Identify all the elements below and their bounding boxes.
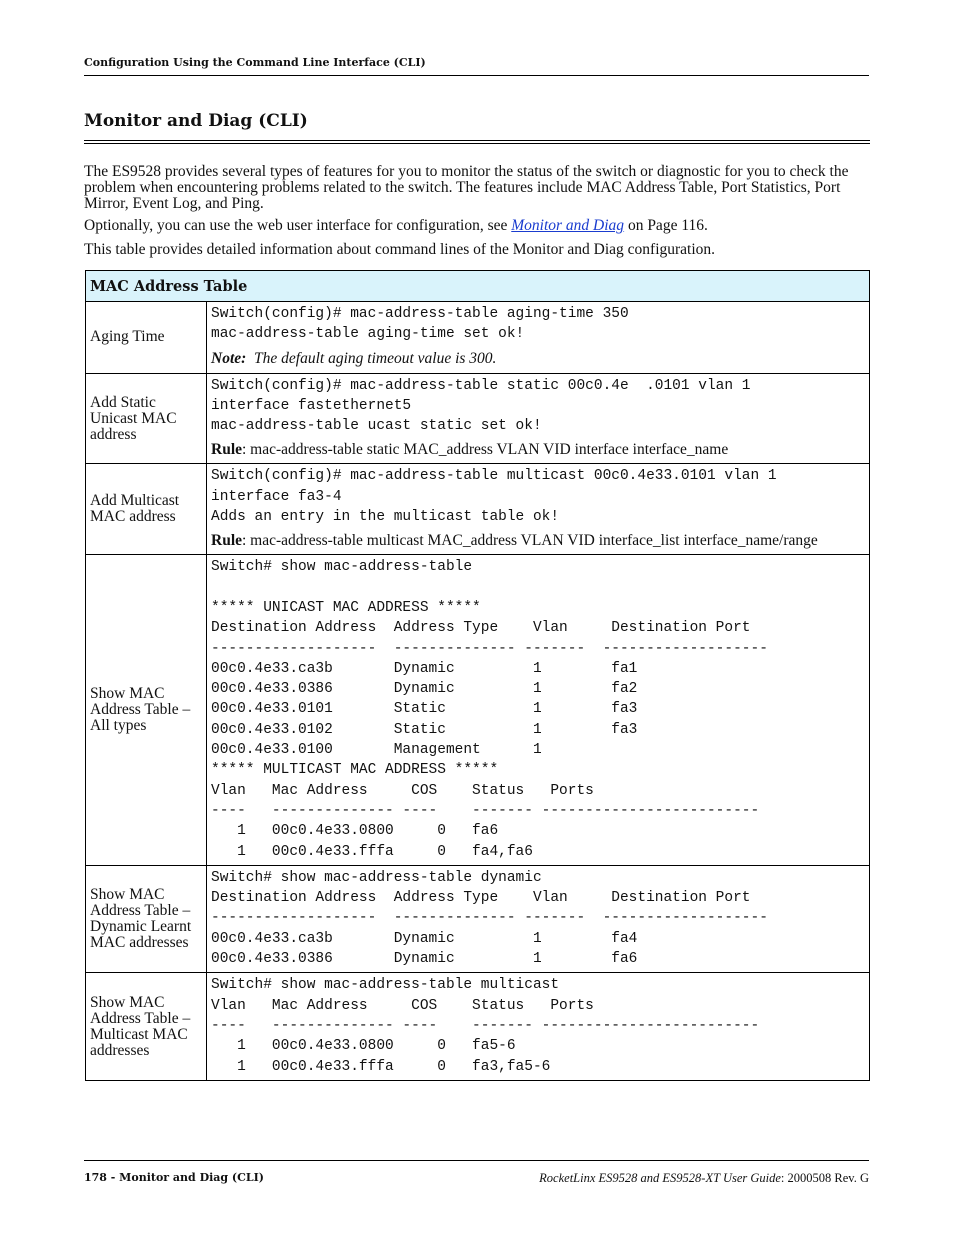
optional-text-after: on Page 116. bbox=[624, 217, 708, 234]
rule bbox=[211, 442, 865, 458]
footer-revision: : 2000508 Rev. G bbox=[780, 1171, 869, 1185]
command-output: Switch# show mac-address-table multicast Vlan Mac Address COS Status Ports ---- -------------- ---- ------- ------------------------- 1 00c0.4e33.0800 0 fa5-6 1 00c0.4e33.fffa 0 fa3,fa5-6 bbox=[211, 977, 760, 1075]
optional-paragraph bbox=[84, 218, 870, 234]
table-row bbox=[86, 973, 870, 1080]
command-cell bbox=[207, 302, 870, 374]
command-cell bbox=[207, 555, 870, 865]
row-label: Add Static Unicast MAC address bbox=[86, 373, 207, 464]
optional-text-before: Optionally, you can use the web user interface for configuration, see bbox=[84, 217, 512, 234]
table-row bbox=[86, 373, 870, 464]
mac-address-table bbox=[85, 270, 870, 1081]
footer-page-label: 178 - Monitor and Diag (CLI) bbox=[84, 1171, 264, 1184]
command-cell bbox=[207, 973, 870, 1080]
page-footer bbox=[84, 1160, 869, 1185]
footer-guide-title: RocketLinx ES9528 and ES9528-XT User Guide bbox=[539, 1171, 781, 1185]
monitor-and-diag-link[interactable]: Monitor and Diag bbox=[511, 217, 625, 234]
row-label: Show MAC Address Table – All types bbox=[86, 555, 207, 865]
row-label: Show MAC Address Table – Dynamic Learnt MAC addresses bbox=[86, 865, 207, 972]
command-output: Switch# show mac-address-table dynamic Destination Address Address Type Vlan Destination Port ------------------- -------------- ------- ------------------- 00c0.4e33.ca3b Dynamic 1 fa4 00c0.4e33.0386 Dynamic 1 fa6 bbox=[211, 869, 768, 968]
command-output: Switch# show mac-address-table ***** UNICAST MAC ADDRESS ***** Destination Address Address Type Vlan Destination Port ------------------- -------------- ------- ------------------- 00c0.4e33.ca3b Dynamic 1 fa1 00c0.4e33.0386 Dynamic 1 fa2 00c0.4e33.0101 Static 1 fa3 00c0.4e33.0102 Static 1 fa3 00c0.4e33.0100 Management 1 ***** MULTICAST MAC ADDRESS ***** Vlan Mac Address COS Status Ports ---- -------------- ---- ------- ------------------------- 1 00c0.4e33.0800 0 fa6 1 00c0.4e33.fffa 0 fa4,fa6 bbox=[211, 559, 768, 860]
command-output: Switch(config)# mac-address-table aging-time 350 mac-address-table aging-time set ok! bbox=[211, 306, 629, 343]
command-output: Switch(config)# mac-address-table static 00c0.4e .0101 vlan 1 interface fastethernet5 mac-address-table ucast static set ok! bbox=[211, 377, 751, 435]
rule-text: : mac-address-table static MAC_address VLAN VID interface interface_name bbox=[242, 441, 729, 459]
row-label: Add Multicast MAC address bbox=[86, 464, 207, 555]
command-cell bbox=[207, 865, 870, 972]
note bbox=[211, 350, 865, 368]
row-label: Aging Time bbox=[86, 302, 207, 374]
table-row bbox=[86, 302, 870, 374]
rule-label: Rule bbox=[211, 532, 242, 550]
note-text: The default aging timeout value is 300. bbox=[254, 349, 497, 367]
command-cell bbox=[207, 464, 870, 555]
table-header-row bbox=[86, 271, 870, 302]
table-header: MAC Address Table bbox=[86, 271, 870, 302]
command-cell bbox=[207, 373, 870, 464]
rule-text: : mac-address-table multicast MAC_address VLAN VID interface_list interface_name/range bbox=[242, 532, 818, 550]
row-label: Show MAC Address Table – Multicast MAC addresses bbox=[86, 973, 207, 1080]
section-title: Monitor and Diag (CLI) bbox=[84, 111, 870, 144]
table-row bbox=[86, 865, 870, 972]
table-intro-paragraph: This table provides detailed information about command lines of the Monitor and Diag configuration. bbox=[84, 241, 716, 258]
table-row bbox=[86, 464, 870, 555]
footer-doc-title bbox=[539, 1171, 869, 1186]
running-head: Configuration Using the Command Line Interface (CLI) bbox=[84, 56, 869, 76]
rule bbox=[211, 533, 865, 549]
rule-label: Rule bbox=[211, 441, 242, 459]
command-output: Switch(config)# mac-address-table multicast 00c0.4e33.0101 vlan 1 interface fa3-4 Adds an entry in the multicast table ok! bbox=[211, 468, 777, 526]
note-label: Note: bbox=[211, 349, 247, 367]
intro-paragraph: The ES9528 provides several types of features for you to monitor the status of the switch or diagnostic for you to check the problem when encountering problems related to the switch. The features include MAC Address Table, Port Statistics, Port Mirror, Event Log, and Ping. bbox=[84, 163, 849, 212]
table-row bbox=[86, 555, 870, 865]
